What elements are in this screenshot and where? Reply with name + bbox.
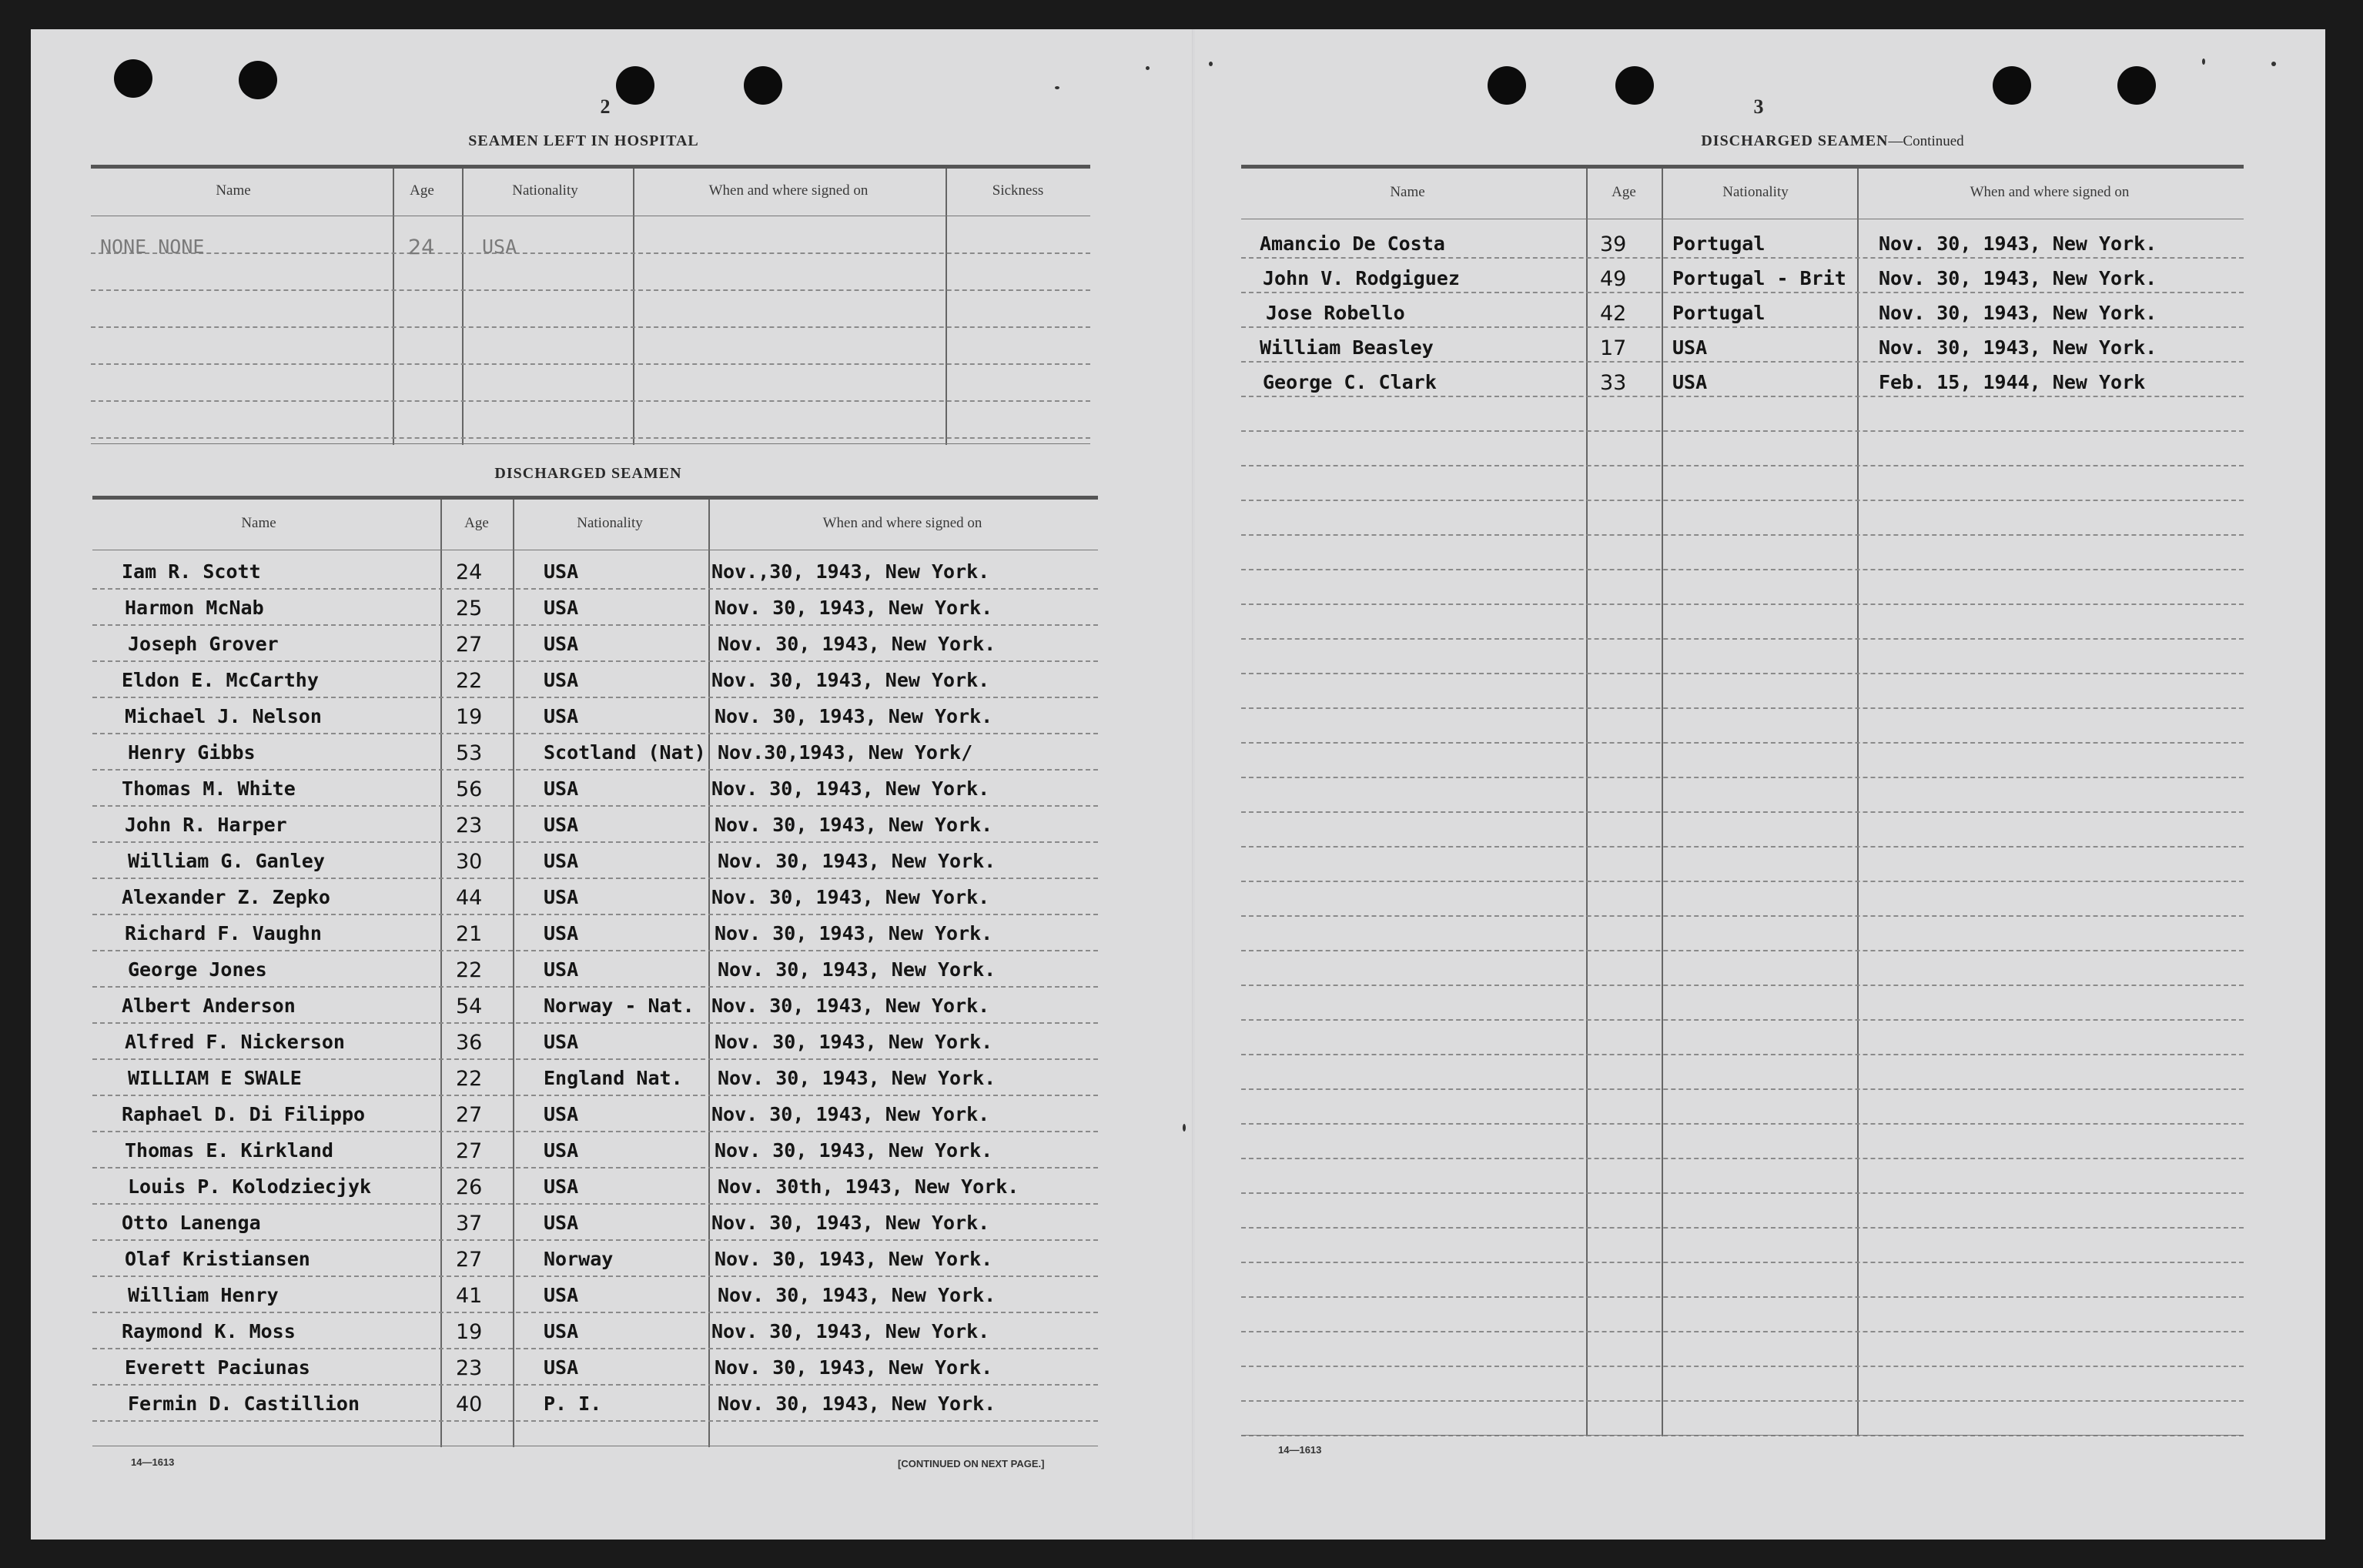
seaman-name: Jose Robello [1266, 302, 1405, 324]
column-header: Age [410, 182, 434, 199]
row-rule [1241, 811, 2244, 813]
seaman-age: 41 [456, 1284, 483, 1308]
seaman-nationality: USA [1672, 371, 1708, 393]
seaman-age: 56 [456, 777, 483, 801]
seaman-age: 21 [456, 922, 483, 946]
seaman-nationality: USA [544, 777, 579, 800]
seaman-age: 42 [1600, 302, 1627, 326]
punch-hole [1993, 66, 2031, 105]
row-rule [1241, 569, 2244, 570]
row-rule [92, 1384, 1098, 1386]
row-rule [92, 841, 1098, 843]
seaman-age: 26 [456, 1175, 483, 1199]
seaman-age: 19 [456, 1320, 483, 1344]
seaman-name: Raphael D. Di Filippo [122, 1103, 366, 1125]
seaman-signed-on: Nov.30,1943, New York/ [718, 741, 973, 764]
row-rule [1241, 1366, 2244, 1367]
column-header: Nationality [577, 515, 643, 531]
row-rule [92, 1239, 1098, 1241]
seaman-name: William Henry [128, 1284, 279, 1306]
seaman-name: Joseph Grover [128, 633, 279, 655]
row-rule [1241, 603, 2244, 605]
seaman-name: Eldon E. McCarthy [122, 669, 319, 691]
row-rule [1241, 326, 2244, 328]
seaman-nationality: USA [1672, 336, 1708, 359]
row-rule [92, 1203, 1098, 1205]
seaman-age: 49 [1600, 267, 1627, 291]
row-rule [1241, 1054, 2244, 1055]
seaman-age: 27 [456, 633, 483, 657]
row-rule [91, 289, 1090, 291]
row-rule [1241, 1158, 2244, 1159]
seaman-name: Alexander Z. Zepko [122, 886, 330, 908]
seaman-name: Louis P. Kolodziecjyk [128, 1175, 372, 1198]
table-bottom-rule [91, 443, 1090, 444]
seaman-signed-on: Nov. 30, 1943, New York. [1879, 267, 2157, 289]
seaman-nationality: Portugal - Brit [1672, 267, 1846, 289]
title-suffix: —Continued [1888, 133, 1964, 149]
seaman-signed-on: Nov. 30, 1943, New York. [711, 1320, 990, 1342]
column-divider [440, 500, 442, 1447]
seaman-name: John R. Harper [125, 814, 287, 836]
seaman-name: Olaf Kristiansen [125, 1248, 310, 1270]
seaman-name: Harmon McNab [125, 597, 264, 619]
row-rule [1241, 846, 2244, 848]
table-top-rule [92, 496, 1098, 500]
ink-speck [1146, 66, 1150, 70]
seaman-name: WILLIAM E SWALE [128, 1067, 302, 1089]
seaman-signed-on: Nov. 30, 1943, New York. [711, 1103, 990, 1125]
discharged-section-title: DISCHARGED SEAMEN [494, 465, 682, 482]
column-header: Age [464, 515, 489, 531]
seaman-nationality: USA [544, 1284, 579, 1306]
seaman-signed-on: Nov. 30, 1943, New York. [711, 777, 990, 800]
row-rule [1241, 500, 2244, 501]
seaman-name: Iam R. Scott [122, 560, 261, 583]
seaman-signed-on: Nov. 30, 1943, New York. [718, 633, 996, 655]
row-rule [1241, 361, 2244, 363]
column-divider [513, 500, 514, 1447]
ink-speck [2271, 62, 2276, 66]
seaman-nationality: USA [544, 1212, 579, 1234]
seaman-nationality: USA [544, 1139, 579, 1162]
ink-speck [1183, 1124, 1186, 1132]
seaman-nationality: USA [544, 886, 579, 908]
punch-hole [239, 61, 277, 99]
title-main: DISCHARGED SEAMEN [1701, 132, 1889, 149]
seaman-signed-on: Nov. 30, 1943, New York. [711, 1212, 990, 1234]
row-rule [1241, 673, 2244, 674]
discharged-continued-table [1241, 165, 2244, 1436]
page-fold [1192, 29, 1194, 1540]
seaman-age: 19 [456, 705, 483, 729]
seaman-signed-on: Nov. 30, 1943, New York. [718, 1284, 996, 1306]
seaman-name: Fermin D. Castillion [128, 1392, 360, 1415]
column-header: Sickness [992, 182, 1044, 199]
table-top-rule [91, 165, 1090, 169]
row-rule [1241, 534, 2244, 536]
seaman-signed-on: Nov. 30, 1943, New York. [715, 814, 993, 836]
row-rule [91, 363, 1090, 365]
seaman-nationality: Norway [544, 1248, 614, 1270]
seaman-signed-on: Nov. 30, 1943, New York. [711, 669, 990, 691]
discharged-table [92, 496, 1098, 1447]
row-rule [91, 326, 1090, 328]
row-rule [92, 1095, 1098, 1096]
punch-hole [2117, 66, 2156, 105]
seaman-name: Michael J. Nelson [125, 705, 322, 727]
seaman-nationality: USA [544, 1356, 579, 1379]
punch-hole [616, 66, 654, 105]
table-top-rule [1241, 165, 2244, 169]
column-header: Name [241, 515, 276, 531]
row-rule [92, 1167, 1098, 1168]
seaman-name: Raymond K. Moss [122, 1320, 296, 1342]
column-divider [1662, 169, 1663, 1436]
seaman-name: William G. Ganley [128, 850, 325, 872]
seaman-nationality: P. I. [544, 1392, 602, 1415]
seaman-nationality: USA [544, 922, 579, 944]
seaman-age: 37 [456, 1212, 483, 1235]
row-rule [92, 1420, 1098, 1422]
seaman-name: Thomas M. White [122, 777, 296, 800]
seaman-signed-on: Nov. 30, 1943, New York. [715, 1031, 993, 1053]
row-rule [92, 733, 1098, 734]
column-divider [708, 500, 710, 1447]
seaman-nationality: USA [544, 1320, 579, 1342]
seaman-nationality: USA [544, 814, 579, 836]
seaman-signed-on: Nov. 30, 1943, New York. [718, 850, 996, 872]
seaman-nationality: USA [544, 705, 579, 727]
column-header: Name [1390, 184, 1425, 200]
row-rule [92, 1131, 1098, 1132]
seaman-age: 40 [456, 1392, 483, 1416]
seaman-name: Amancio De Costa [1260, 232, 1445, 255]
seaman-age: 23 [456, 814, 483, 837]
row-rule [1241, 396, 2244, 397]
seaman-signed-on: Nov.,30, 1943, New York. [711, 560, 990, 583]
seaman-signed-on: Nov. 30, 1943, New York. [715, 922, 993, 944]
ink-speck [1209, 62, 1213, 66]
seaman-signed-on: Nov. 30, 1943, New York. [711, 886, 990, 908]
column-header: When and where signed on [708, 182, 869, 199]
row-rule [1241, 1331, 2244, 1332]
seaman-name: Richard F. Vaughn [125, 922, 322, 944]
row-rule [1241, 985, 2244, 986]
seaman-name: William Beasley [1260, 336, 1434, 359]
row-rule [92, 660, 1098, 662]
row-rule [1241, 950, 2244, 951]
row-rule [91, 252, 1090, 254]
row-rule [1241, 257, 2244, 259]
continued-note: [CONTINUED ON NEXT PAGE.] [898, 1458, 1045, 1469]
seaman-age: 22 [456, 669, 483, 693]
seaman-nationality: USA [544, 633, 579, 655]
seaman-age: 33 [1600, 371, 1627, 395]
seaman-name: Everett Paciunas [125, 1356, 310, 1379]
seaman-name: George C. Clark [1263, 371, 1437, 393]
seaman-age: 27 [456, 1139, 483, 1163]
seaman-signed-on: Nov. 30, 1943, New York. [718, 1392, 996, 1415]
seaman-signed-on: Nov. 30, 1943, New York. [715, 597, 993, 619]
row-rule [1241, 1262, 2244, 1263]
seaman-nationality: Portugal [1672, 302, 1766, 324]
column-header: Name [216, 182, 251, 199]
ink-speck [2202, 59, 2205, 65]
seaman-signed-on: Nov. 30th, 1943, New York. [718, 1175, 1019, 1198]
seaman-age: 24 [456, 560, 483, 584]
row-rule [1241, 707, 2244, 709]
column-divider [633, 169, 634, 445]
row-rule [1241, 638, 2244, 640]
row-rule [1241, 1088, 2244, 1090]
row-rule [1241, 1227, 2244, 1229]
row-rule [92, 1312, 1098, 1313]
seaman-signed-on: Feb. 15, 1944, New York [1879, 371, 2146, 393]
seaman-nationality: USA [544, 597, 579, 619]
seaman-age: 36 [456, 1031, 483, 1055]
hospital-section-title: SEAMEN LEFT IN HOSPITAL [468, 132, 699, 149]
seaman-nationality: Norway - Nat. [544, 995, 695, 1017]
column-divider [1857, 169, 1859, 1436]
row-rule [92, 1058, 1098, 1060]
row-rule [1241, 465, 2244, 466]
punch-hole [1615, 66, 1654, 105]
column-header: When and where signed on [822, 515, 982, 531]
row-rule [92, 588, 1098, 590]
row-rule [92, 878, 1098, 879]
seaman-nationality: Portugal [1672, 232, 1766, 255]
row-rule [1241, 742, 2244, 744]
row-rule [1241, 1296, 2244, 1298]
column-divider [393, 169, 394, 445]
row-rule [92, 1275, 1098, 1277]
table-bottom-rule [1241, 1435, 2244, 1436]
seaman-nationality: USA [544, 1103, 579, 1125]
seaman-age: 25 [456, 597, 483, 620]
seaman-age: 27 [456, 1103, 483, 1127]
row-rule [92, 697, 1098, 698]
row-rule [1241, 915, 2244, 917]
seaman-age: 22 [456, 1067, 483, 1091]
seaman-signed-on: Nov. 30, 1943, New York. [715, 705, 993, 727]
row-rule [1241, 881, 2244, 882]
seaman-age: 39 [1600, 232, 1627, 256]
column-header: Nationality [512, 182, 578, 199]
row-rule [92, 914, 1098, 915]
seaman-signed-on: Nov. 30, 1943, New York. [715, 1248, 993, 1270]
row-rule [92, 1348, 1098, 1349]
column-divider [1586, 169, 1588, 1436]
row-rule [91, 437, 1090, 439]
form-number: 14—1613 [131, 1456, 175, 1468]
row-rule [91, 400, 1090, 402]
seaman-name: Otto Lanenga [122, 1212, 261, 1234]
column-header: Nationality [1722, 184, 1789, 200]
row-rule [92, 986, 1098, 988]
seaman-signed-on: Nov. 30, 1943, New York. [718, 958, 996, 981]
seaman-signed-on: Nov. 30, 1943, New York. [1879, 302, 2157, 324]
seaman-nationality: USA [544, 669, 579, 691]
seaman-name: Thomas E. Kirkland [125, 1139, 333, 1162]
discharged-continued-title [1701, 132, 1963, 150]
row-rule [1241, 777, 2244, 778]
seaman-nationality: USA [544, 850, 579, 872]
form-number: 14—1613 [1278, 1444, 1322, 1456]
row-rule [92, 950, 1098, 951]
page-number: 3 [1753, 95, 1764, 118]
seaman-signed-on: Nov. 30, 1943, New York. [711, 995, 990, 1017]
seaman-name: Alfred F. Nickerson [125, 1031, 345, 1053]
row-rule [92, 1022, 1098, 1024]
seaman-nationality: Scotland (Nat) [544, 741, 706, 764]
ink-speck [1055, 86, 1059, 89]
seaman-signed-on: Nov. 30, 1943, New York. [1879, 336, 2157, 359]
row-rule [1241, 1123, 2244, 1125]
seaman-age: 27 [456, 1248, 483, 1272]
row-rule [1241, 1019, 2244, 1021]
column-header: When and where signed on [1970, 184, 2130, 200]
seaman-nationality: USA [544, 958, 579, 981]
page-number: 2 [600, 95, 611, 118]
seaman-name: Albert Anderson [122, 995, 296, 1017]
row-rule [1241, 292, 2244, 293]
seaman-nationality: England Nat. [544, 1067, 683, 1089]
row-rule [1241, 430, 2244, 432]
seaman-signed-on: Nov. 30, 1943, New York. [1879, 232, 2157, 255]
hospital-nationality: USA [482, 236, 517, 258]
seaman-age: 54 [456, 995, 483, 1018]
seaman-age: 53 [456, 741, 483, 765]
seaman-nationality: USA [544, 560, 579, 583]
row-rule [92, 624, 1098, 626]
seaman-signed-on: Nov. 30, 1943, New York. [718, 1067, 996, 1089]
seaman-name: John V. Rodgiguez [1263, 267, 1460, 289]
row-rule [1241, 1400, 2244, 1402]
row-rule [92, 805, 1098, 807]
punch-hole [1488, 66, 1526, 105]
seaman-nationality: USA [544, 1031, 579, 1053]
seaman-name: George Jones [128, 958, 267, 981]
seaman-nationality: USA [544, 1175, 579, 1198]
seaman-age: 44 [456, 886, 483, 910]
seaman-age: 23 [456, 1356, 483, 1380]
column-divider [946, 169, 947, 445]
hospital-name: NONE NONE [100, 236, 205, 258]
seaman-age: 30 [456, 850, 483, 874]
hospital-age: 24 [408, 236, 435, 259]
hospital-table [91, 165, 1090, 445]
punch-hole [744, 66, 782, 105]
column-header: Age [1612, 184, 1636, 200]
seaman-age: 17 [1600, 336, 1627, 360]
seaman-signed-on: Nov. 30, 1943, New York. [715, 1356, 993, 1379]
punch-hole [114, 59, 152, 98]
seaman-signed-on: Nov. 30, 1943, New York. [715, 1139, 993, 1162]
seaman-age: 22 [456, 958, 483, 982]
seaman-name: Henry Gibbs [128, 741, 256, 764]
column-divider [462, 169, 464, 445]
row-rule [1241, 1192, 2244, 1194]
row-rule [92, 769, 1098, 771]
